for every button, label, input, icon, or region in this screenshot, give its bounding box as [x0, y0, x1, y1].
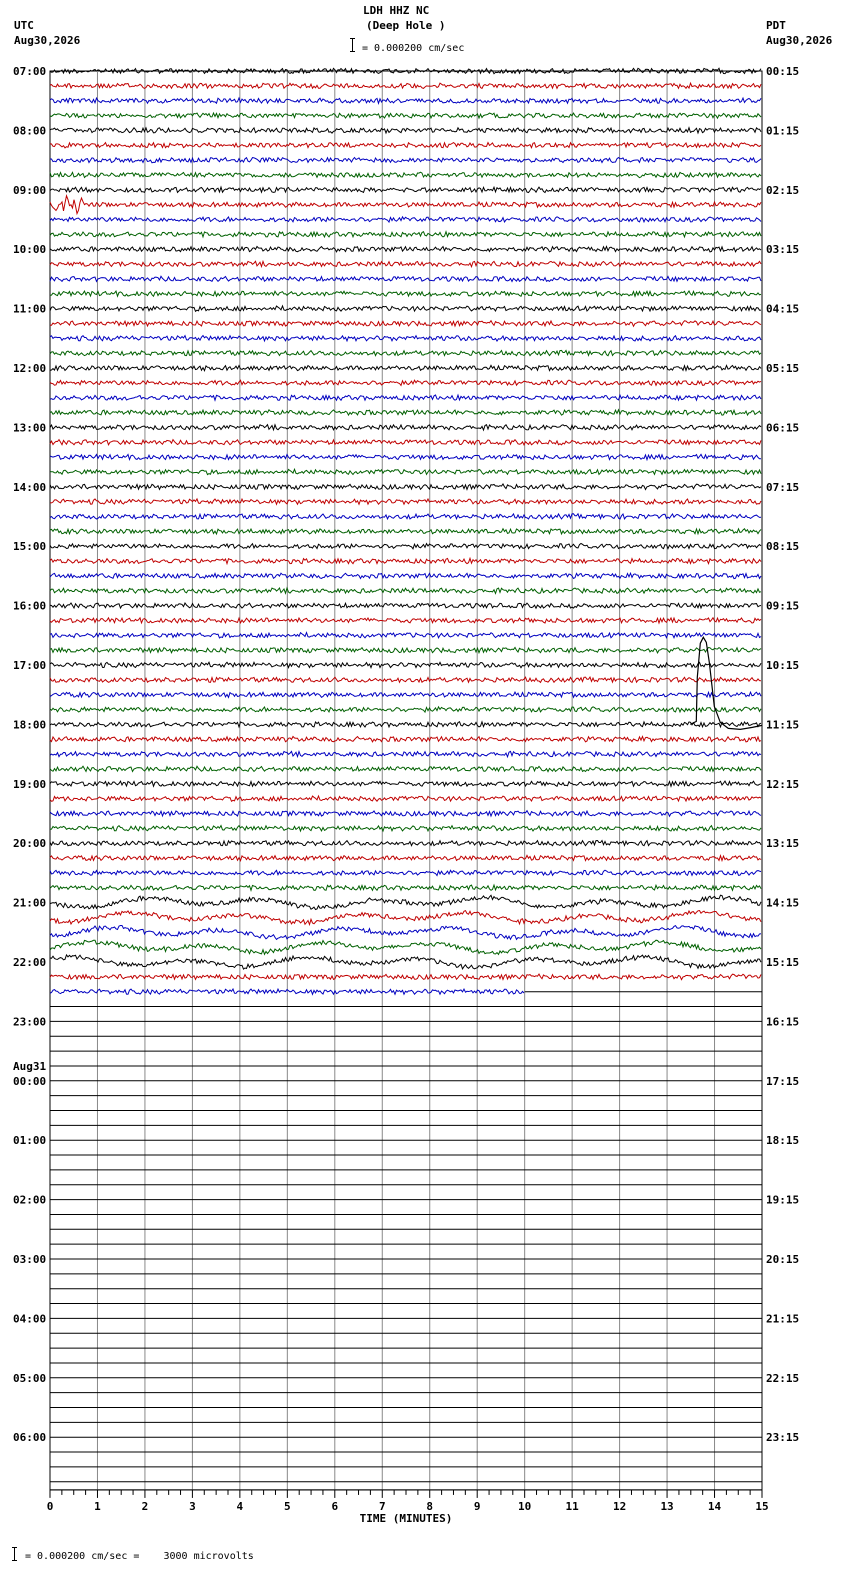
seismic-trace	[50, 737, 761, 742]
utc-hour-label: 13:00	[13, 421, 47, 435]
scale-label: = 0.000200 cm/sec	[362, 43, 465, 54]
pdt-hour-label: 23:15	[766, 1431, 800, 1445]
seismic-trace	[50, 454, 761, 459]
left-date: Aug30,2026	[14, 34, 81, 47]
seismic-trace	[50, 974, 761, 980]
seismic-trace	[50, 336, 761, 341]
seismic-trace	[50, 633, 761, 638]
pdt-hour-label: 08:15	[766, 540, 800, 554]
utc-hour-label: 15:00	[13, 540, 47, 554]
seismic-trace	[50, 895, 761, 909]
seismic-trace	[50, 83, 761, 88]
x-tick-label: 14	[707, 1499, 722, 1513]
seismic-trace	[50, 529, 761, 534]
utc-hour-label: 10:00	[13, 243, 47, 257]
seismic-trace	[50, 677, 761, 682]
utc-hour-label: 20:00	[13, 837, 47, 851]
pdt-hour-label: 04:15	[766, 302, 800, 316]
utc-hour-label: 12:00	[13, 362, 47, 375]
x-tick-label: 10	[518, 1499, 532, 1513]
seismic-trace	[50, 395, 761, 400]
right-timezone: PDT	[766, 19, 786, 32]
utc-hour-label: 06:00	[13, 1431, 47, 1445]
seismic-trace	[50, 321, 761, 327]
utc-hour-label: 07:00	[13, 65, 47, 78]
seismic-trace	[50, 261, 761, 266]
utc-hour-label: 17:00	[13, 659, 47, 672]
utc-hour-label: 23:00	[13, 1015, 47, 1029]
pdt-hour-label: 16:15	[766, 1015, 800, 1029]
utc-hour-label: 02:00	[13, 1193, 47, 1207]
pdt-hour-label: 15:15	[766, 956, 800, 969]
pdt-hour-label: 01:15	[766, 124, 800, 138]
station-title: LDH HHZ NC	[363, 4, 430, 17]
station-location: (Deep Hole )	[366, 19, 446, 32]
seismic-trace	[50, 306, 761, 311]
footer-scale-note: = 0.000200 cm/sec = 3000 microvolts	[25, 1551, 254, 1562]
seismic-trace	[50, 781, 761, 786]
seismic-trace	[50, 692, 761, 697]
seismic-trace	[50, 158, 761, 163]
pdt-hour-label: 05:15	[766, 362, 800, 375]
utc-hour-label: 22:00	[13, 956, 47, 969]
pdt-hour-label: 17:15	[766, 1074, 800, 1088]
utc-hour-label: 04:00	[13, 1312, 47, 1326]
seismic-trace	[50, 469, 761, 474]
seismic-trace	[50, 826, 761, 831]
seismic-trace	[50, 196, 761, 214]
seismic-trace	[50, 796, 761, 801]
seismic-trace	[50, 128, 761, 133]
pdt-hour-label: 02:15	[766, 183, 800, 197]
x-axis-title: TIME (MINUTES)	[359, 1511, 453, 1525]
seismic-trace	[50, 217, 761, 222]
seismic-trace	[50, 514, 761, 519]
pdt-hour-label: 00:15	[766, 65, 800, 78]
pdt-hour-label: 22:15	[766, 1371, 800, 1385]
pdt-hour-label: 09:15	[766, 599, 800, 613]
seismic-trace	[50, 98, 761, 103]
x-tick-label: 0	[46, 1499, 54, 1513]
seismic-trace	[50, 707, 761, 712]
footer-scale-icon	[12, 1547, 17, 1561]
x-tick-label: 1	[94, 1499, 101, 1513]
seismic-trace	[50, 603, 761, 608]
x-tick-label: 13	[660, 1499, 674, 1513]
utc-hour-label: 11:00	[13, 302, 47, 316]
x-tick-label: 4	[236, 1499, 244, 1513]
pdt-hour-label: 11:15	[766, 718, 800, 732]
utc-hour-label: 08:00	[13, 124, 47, 138]
x-tick-label: 11	[565, 1499, 579, 1513]
utc-hour-label: 18:00	[13, 718, 47, 732]
seismic-trace	[50, 499, 761, 504]
x-tick-label: 12	[612, 1499, 627, 1513]
seismic-trace	[50, 662, 761, 667]
seismic-trace	[50, 172, 761, 178]
date-change-label: Aug31	[13, 1059, 47, 1073]
pdt-hour-label: 12:15	[766, 777, 800, 791]
seismic-trace	[50, 143, 761, 148]
seismic-trace	[50, 940, 761, 954]
pdt-hour-label: 06:15	[766, 421, 800, 435]
pdt-hour-label: 13:15	[766, 837, 800, 851]
utc-hour-label: 05:00	[13, 1371, 47, 1385]
seismic-trace	[50, 544, 761, 549]
x-tick-label: 3	[189, 1499, 196, 1513]
x-tick-label: 5	[284, 1499, 291, 1513]
pdt-hour-label: 19:15	[766, 1193, 800, 1207]
seismic-trace	[50, 558, 761, 563]
seismic-trace	[50, 187, 761, 192]
utc-hour-label: 21:00	[13, 896, 47, 910]
seismic-trace	[50, 113, 761, 118]
seismic-trace	[50, 573, 761, 578]
seismic-trace	[50, 766, 761, 771]
seismic-trace	[50, 926, 761, 940]
utc-hour-label: 16:00	[13, 599, 47, 613]
seismic-trace	[50, 247, 761, 252]
seismic-trace	[50, 276, 761, 281]
seismic-trace	[50, 751, 761, 756]
seismic-trace	[50, 911, 761, 925]
seismic-trace	[50, 440, 761, 445]
seismic-trace	[50, 885, 761, 890]
utc-hour-label: 14:00	[13, 480, 47, 494]
pdt-hour-label: 21:15	[766, 1312, 800, 1326]
utc-hour-label: 03:00	[13, 1253, 47, 1266]
seismic-trace	[50, 588, 761, 593]
seismic-trace	[50, 618, 761, 623]
pdt-hour-label: 10:15	[766, 659, 800, 672]
pdt-hour-label: 14:15	[766, 896, 800, 910]
seismic-trace	[50, 855, 761, 860]
plot-frame	[50, 71, 762, 1490]
x-tick-label: 15	[755, 1499, 769, 1513]
seismic-trace	[50, 955, 761, 969]
seismic-trace	[50, 410, 761, 415]
x-tick-label: 6	[331, 1499, 339, 1513]
seismic-trace	[50, 291, 761, 296]
x-tick-label: 9	[473, 1499, 481, 1513]
right-date: Aug30,2026	[766, 34, 833, 47]
seismic-trace	[50, 484, 761, 490]
seismic-trace	[50, 365, 761, 370]
x-tick-label: 2	[141, 1499, 149, 1513]
utc-hour-label: 00:00	[13, 1074, 47, 1088]
utc-hour-label: 01:00	[13, 1134, 47, 1148]
seismic-trace	[50, 350, 761, 355]
x-tick-label: 7	[378, 1499, 386, 1513]
left-timezone: UTC	[14, 19, 34, 32]
seismic-trace	[50, 870, 761, 875]
utc-hour-label: 09:00	[13, 183, 47, 197]
pdt-hour-label: 07:15	[766, 480, 800, 494]
seismic-trace	[50, 232, 761, 237]
seismic-trace	[50, 722, 761, 727]
seismic-trace	[50, 425, 761, 430]
x-tick-label: 8	[426, 1499, 434, 1513]
pdt-hour-label: 20:15	[766, 1253, 800, 1266]
pdt-hour-label: 18:15	[766, 1134, 800, 1148]
utc-hour-label: 19:00	[13, 777, 47, 791]
seismic-trace	[50, 811, 761, 817]
seismic-trace	[50, 647, 761, 653]
pdt-hour-label: 03:15	[766, 243, 800, 257]
seismic-trace	[50, 841, 761, 846]
seismic-trace	[50, 380, 761, 385]
